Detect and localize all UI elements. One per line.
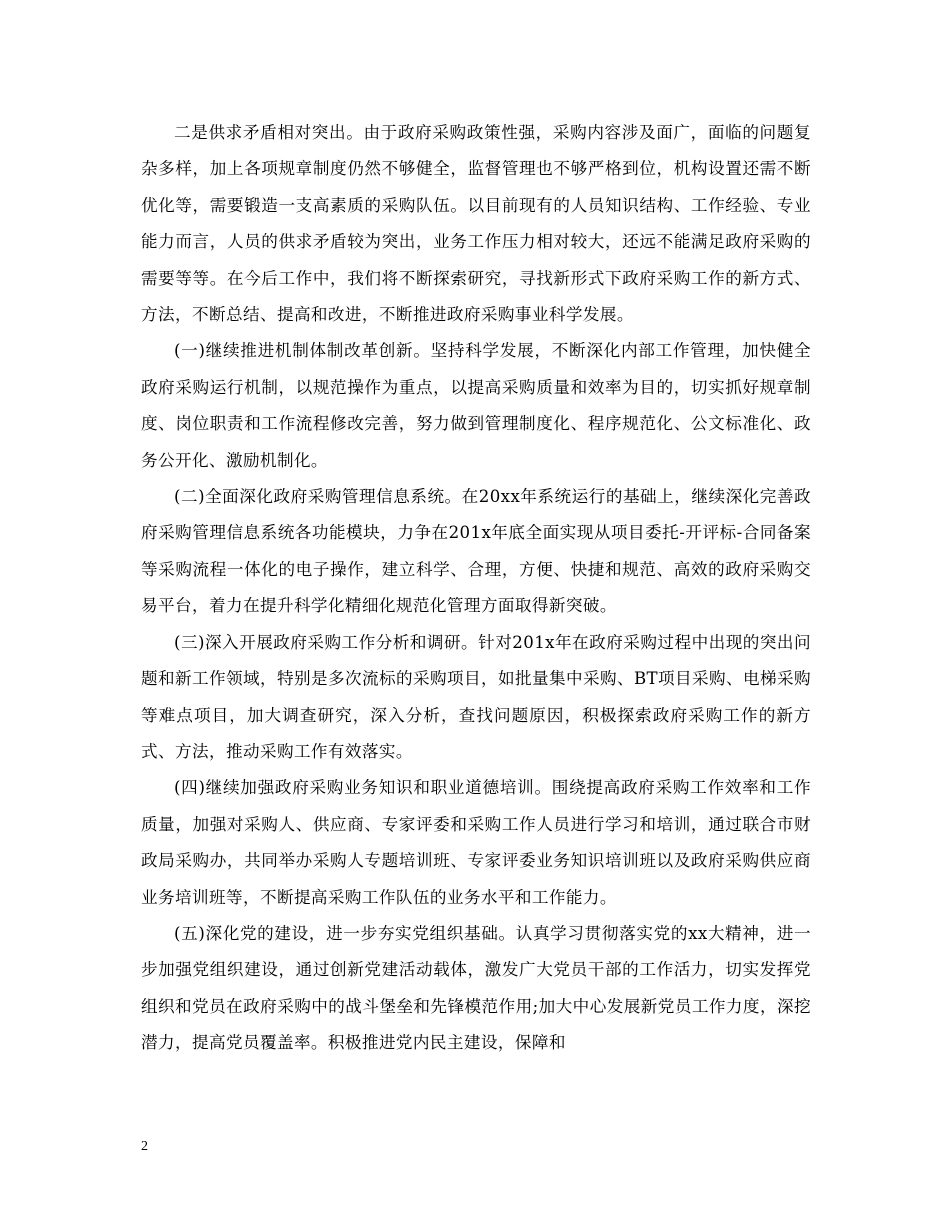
paragraph-item-3: (三)深入开展政府采购工作分析和调研。针对201x年在政府采购过程中出现的突出问题和新工作领域，特别是多次流标的采购项目，如批量集中采购、BT项目采购、电梯采购等难点项目，加大调查研究，深入分析，查找问题原因，积极探索政府采购工作的新方式、方法，推动采购工作有效落实。 xyxy=(141,632,811,761)
document-body xyxy=(141,115,811,1062)
paragraph-item-4: (四)继续加强政府采购业务知识和职业道德培训。围绕提高政府采购工作效率和工作质量，加强对采购人、供应商、专家评委和采购工作人员进行学习和培训，通过联合市财政局采购办，共同举办采购人专题培训班、专家评委业务知识培训班以及政府采购供应商业务培训班等，不断提高采购工作队伍的业务水平和工作能力。 xyxy=(141,778,811,907)
paragraph-supply-demand: 二是供求矛盾相对突出。由于政府采购政策性强，采购内容涉及面广，面临的问题复杂多样，加上各项规章制度仍然不够健全，监督管理也不够严格到位，机构设置还需不断优化等，需要锻造一支高素质的采购队伍。以目前现有的人员知识结构、工作经验、专业能力而言，人员的供求矛盾较为突出，业务工作压力相对较大，还远不能满足政府采购的需要等等。在今后工作中，我们将不断探索研究，寻找新形式下政府采购工作的新方式、方法，不断总结、提高和改进，不断推进政府采购事业科学发展。 xyxy=(141,123,811,325)
paragraph-item-2: (二)全面深化政府采购管理信息系统。在20xx年系统运行的基础上，继续深化完善政府采购管理信息系统各功能模块，力争在201x年底全面实现从项目委托-开评标-合同备案等采购流程一体化的电子操作，建立科学、合理，方便、快捷和规范、高效的政府采购交易平台，着力在提升科学化精细化规范化管理方面取得新突破。 xyxy=(141,487,811,616)
paragraph-item-1: (一)继续推进机制体制改革创新。坚持科学发展，不断深化内部工作管理，加快健全政府采购运行机制，以规范操作为重点，以提高采购质量和效率为目的，切实抓好规章制度、岗位职责和工作流程修改完善，努力做到管理制度化、程序规范化、公文标准化、政务公开化、激励机制化。 xyxy=(141,341,811,470)
paragraph-item-5: (五)深化党的建设，进一步夯实党组织基础。认真学习贯彻落实党的xx大精神，进一步加强党组织建设，通过创新党建活动载体，激发广大党员干部的工作活力，切实发挥党组织和党员在政府采购中的战斗堡垒和先锋模范作用;加大中心发展新党员工作力度，深挖潜力，提高党员覆盖率。积极推进党内民主建设，保障和 xyxy=(141,923,811,1053)
page-number: 2 xyxy=(141,1139,148,1154)
